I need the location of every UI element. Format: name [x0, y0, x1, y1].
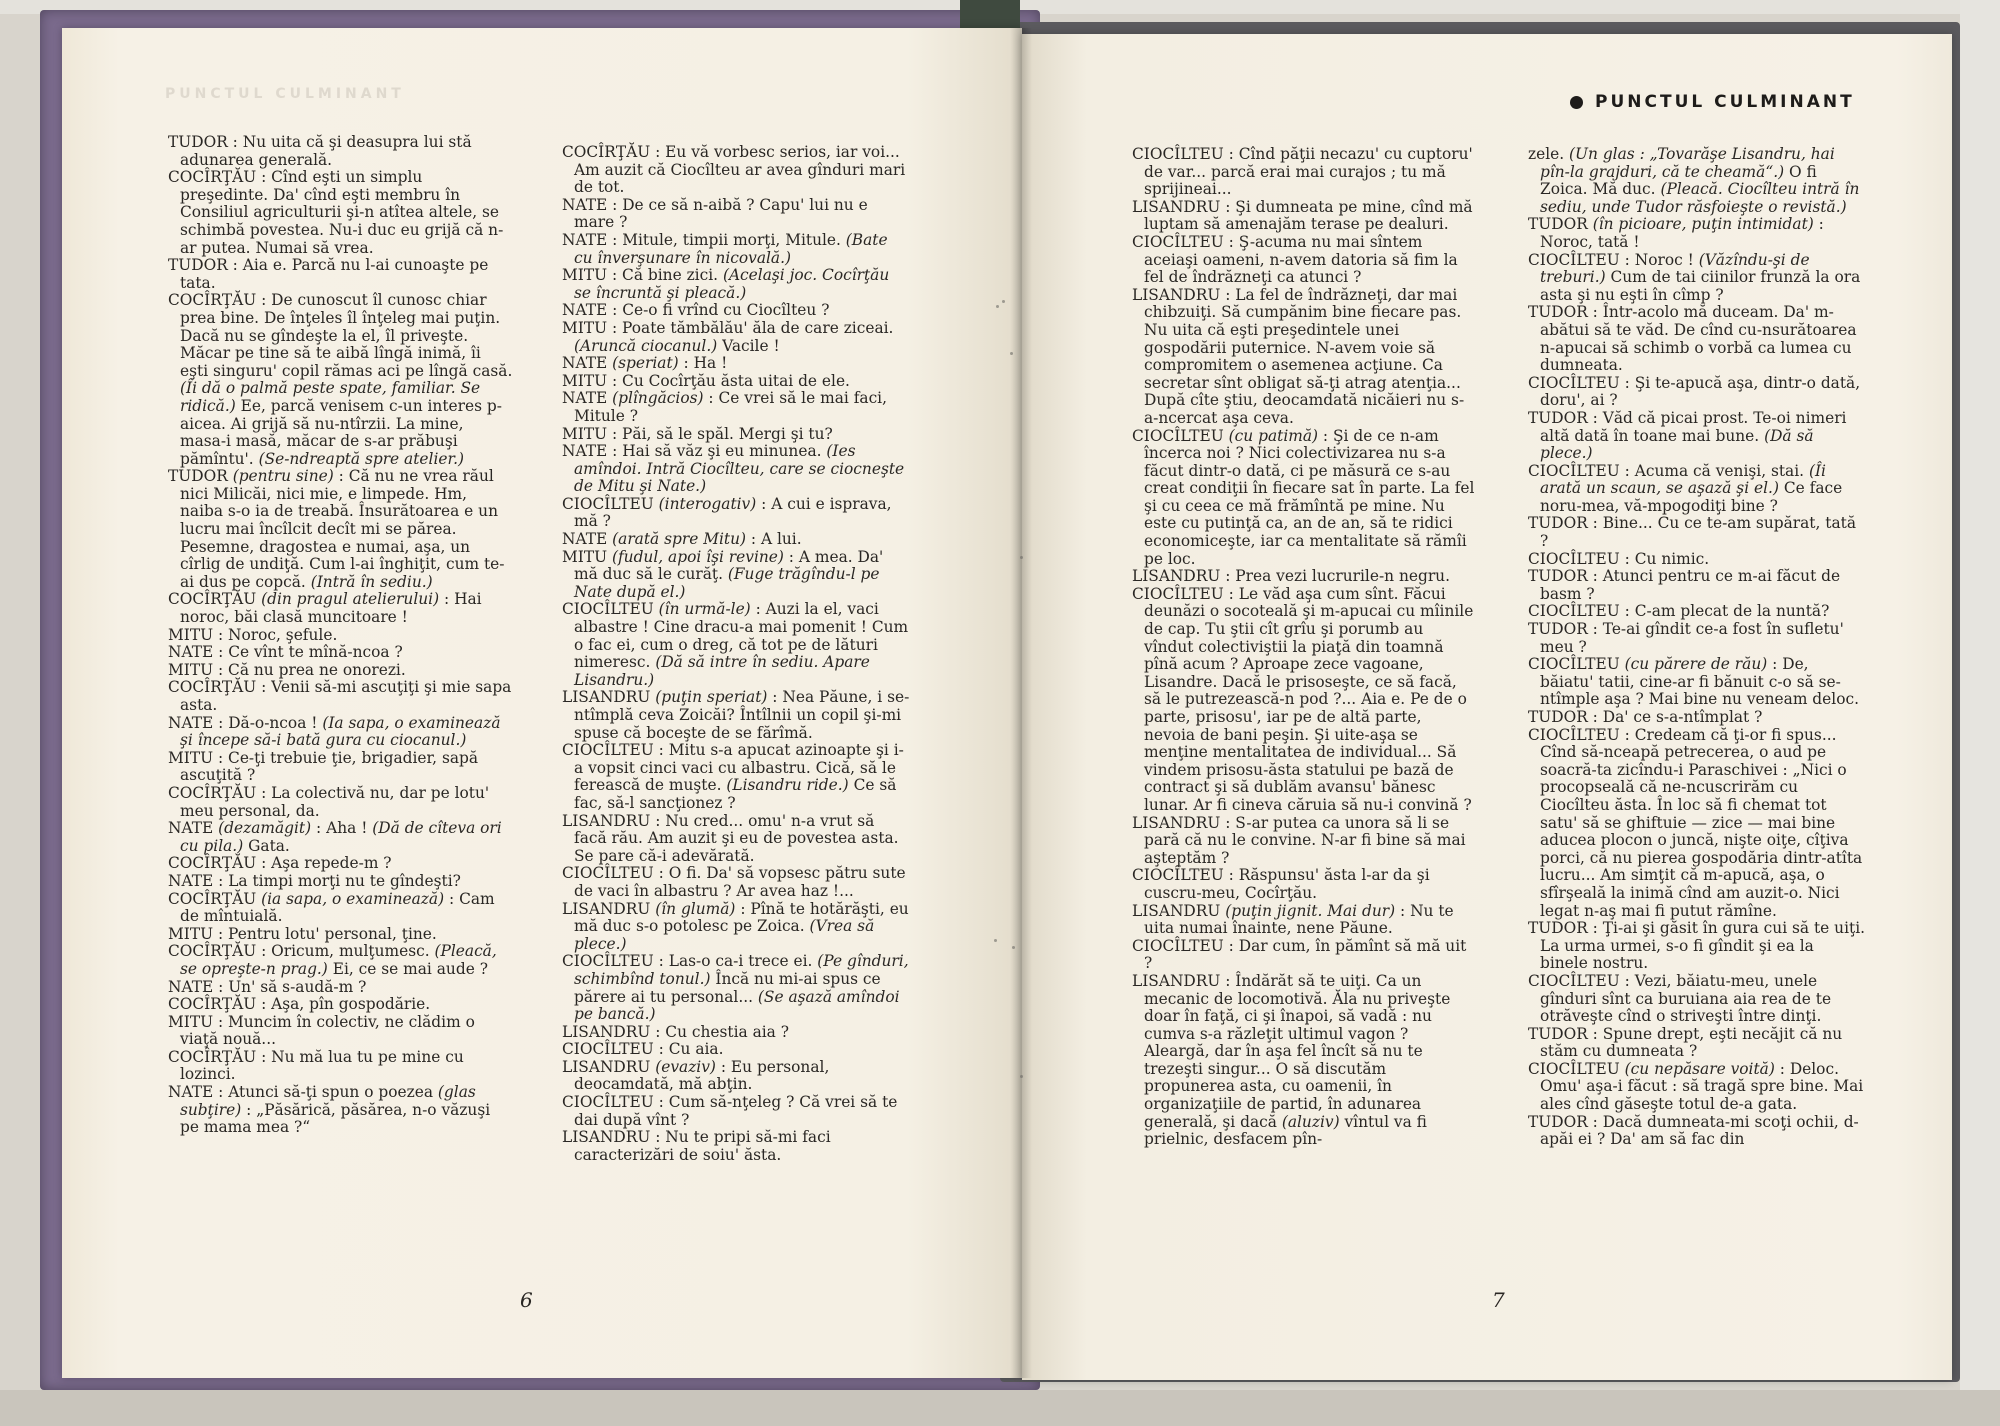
dialogue-paragraph: [168, 662, 513, 680]
dialogue-text: LISANDRU : Cu chestia aia ?: [562, 1022, 790, 1041]
dialogue-paragraph: [168, 943, 513, 978]
running-header: [1570, 92, 1855, 112]
dialogue-text: TUDOR: [168, 467, 233, 486]
stage-direction: (Văzîndu-şi de treburi.): [1540, 250, 1810, 287]
dialogue-text: COCÎRŢĂU: [168, 889, 262, 908]
dialogue-paragraph: [1528, 656, 1866, 709]
dialogue-text: COCÎRŢĂU : Venii să-mi ascuţiţi şi mie sapa asta.: [168, 678, 512, 714]
dialogue-text: MITU: [562, 547, 612, 566]
dialogue-paragraph: [1528, 568, 1866, 603]
dialogue-text: TUDOR : Da' ce s-a-ntîmplat ?: [1528, 708, 1763, 726]
dialogue-text: : Noroc, tată !: [1540, 215, 1824, 251]
dialogue-paragraph: [1528, 252, 1866, 305]
dialogue-text: LISANDRU: [562, 899, 656, 918]
dialogue-text: CIOCÎLTEU : Las-o ca-i trece ei.: [562, 952, 818, 971]
dialogue-text: : Eu personal, deocamdată, mă abţin.: [574, 1057, 830, 1094]
dialogue-text: CIOCÎLTEU : Cu aia.: [562, 1040, 724, 1059]
dialogue-paragraph: [1528, 304, 1866, 374]
dialogue-text: CIOCÎLTEU : C-am plecat de la nuntă?: [1528, 602, 1830, 621]
dialogue-text: LISANDRU : Nu cred... omu' n-a vrut să facă rău. Am auzit şi eu de povestea asta. Se pare că-i adevărată.: [562, 811, 899, 865]
dialogue-paragraph: [1528, 621, 1866, 656]
stage-direction: (glas subţire): [180, 1083, 476, 1119]
stage-direction: (în glumă): [655, 899, 736, 918]
stage-direction: (Pleacă, se opreşte-n prag.): [180, 942, 497, 978]
dialogue-paragraph: [562, 496, 910, 531]
dialogue-paragraph: [562, 1041, 910, 1059]
dialogue-text: O fi Zoica. Mă duc.: [1540, 162, 1817, 199]
dialogue-text: COCÎRŢĂU : Cînd eşti un simplu preşedinte. Da' cînd eşti membru în Consiliul agriculturii şi-n atîtea altele, se schimbă povestea. Nu-i duc eu grijă că n-ar putea. Numai să vrea.: [168, 168, 504, 257]
dialogue-paragraph: [168, 627, 513, 645]
stage-direction: (din pragul atelierului): [261, 590, 440, 609]
dialogue-text: CIOCÎLTEU: [1528, 1059, 1625, 1078]
dialogue-text: : Ce vrei să le mai faci, Mitule ?: [574, 389, 888, 425]
stage-direction: (Îi arată un scaun, se aşază şi el.): [1540, 461, 1826, 498]
dialogue-paragraph: [1528, 410, 1866, 463]
dialogue-text: NATE: [168, 819, 219, 838]
stage-direction: (dezamăgit): [218, 819, 312, 838]
dialogue-text: zele.: [1528, 145, 1570, 163]
stage-direction: (aluziv): [1281, 1112, 1340, 1131]
dialogue-paragraph: [168, 979, 513, 997]
dialogue-text: CIOCÎLTEU : Şi te-apucă aşa, dintr-o dată, doru', ai ?: [1528, 373, 1861, 410]
stage-direction: (Pe gînduri, schimbînd tonul.): [574, 952, 909, 988]
dialogue-text: : Pînă te hotărăşti, eu mă duc s-o potolesc pe Zoica.: [574, 899, 909, 936]
dialogue-paragraph: [562, 390, 910, 425]
running-header-title: PUNCTUL CULMINANT: [1595, 92, 1855, 112]
dialogue-text: TUDOR : Dacă dumneata-mi scoţi ochii, d-apăi ei ? Da' am să fac din: [1528, 1112, 1859, 1149]
desk-background-right: [1960, 0, 2000, 1426]
dialogue-paragraph: [562, 953, 910, 1023]
dialogue-text: LISANDRU : Şi dumneata pe mine, cînd mă luptam să amenajăm terase pe dealuri.: [1132, 197, 1473, 234]
stage-direction: (Se aşază amîndoi pe bancă.): [574, 987, 900, 1024]
stage-direction: (arată spre Mitu): [612, 530, 746, 549]
dialogue-text: TUDOR : Ţi-ai şi găsit în gura cui să te uiţi. La urma urmei, s-o fi gîndit şi ea la binele nostru.: [1528, 919, 1866, 973]
dialogue-paragraph: [1132, 568, 1476, 586]
dialogue-text: CIOCÎLTEU : Cu nimic.: [1528, 549, 1710, 568]
stage-direction: (fudul, apoi îşi revine): [611, 547, 784, 566]
dialogue-paragraph: [1528, 146, 1866, 216]
dialogue-paragraph: [562, 1094, 910, 1129]
stage-direction: (Bate cu înverşunare în nicovală.): [574, 230, 888, 267]
text-column-1: [168, 134, 513, 1137]
dialogue-text: CIOCÎLTEU : Vezi, băiatu-meu, unele gînduri sînt ca buruiana aia rea de te otrăveşte cînd o striveşti între dinţi.: [1528, 971, 1832, 1026]
dialogue-paragraph: [168, 996, 513, 1014]
dialogue-text: NATE : Un' să s-audă-m ?: [168, 977, 367, 996]
dialogue-paragraph: [562, 443, 910, 496]
left-page-ghost-header: PUNCTUL CULMINANT: [165, 86, 405, 102]
dialogue-paragraph: [562, 197, 910, 232]
dialogue-paragraph: [562, 742, 910, 812]
book-gutter: [1010, 28, 1032, 1378]
dialogue-paragraph: [1528, 216, 1866, 251]
dialogue-paragraph: [1132, 199, 1476, 234]
dialogue-paragraph: [562, 531, 910, 549]
dialogue-paragraph: [168, 750, 513, 785]
dialogue-paragraph: [562, 302, 910, 320]
dialogue-paragraph: [562, 144, 910, 197]
dialogue-paragraph: [168, 134, 513, 169]
dialogue-text: MITU : Că bine zici.: [562, 266, 723, 285]
dialogue-paragraph: [168, 855, 513, 873]
stage-direction: (Ies amîndoi. Intră Ciocîlteu, care se ciocneşte de Mitu şi Nate.): [574, 442, 905, 496]
dialogue-text: : Ha !: [678, 354, 728, 373]
dialogue-text: NATE : Ce vînt te mînă-ncoa ?: [168, 643, 403, 662]
dialogue-text: COCÎRŢĂU : Nu mă lua tu pe mine cu lozinci.: [168, 1047, 464, 1084]
dialogue-text: LISANDRU: [1132, 901, 1226, 920]
dialogue-text: TUDOR : Nu uita că şi deasupra lui stă adunarea generală.: [168, 133, 472, 169]
dialogue-text: LISANDRU : La fel de îndrăzneţi, dar mai chibzuiţi. Să cumpănim bine fiecare pas. Nu uita că eşti preşedintele unei gospodării puternice. N-avem voie să compromitem o asemenea acţiune. Ca secretar sînt obligat să-ţi atrag atenţia... După cîte ştiu, deocamdată nicăieri nu s-a-ncercat aşa ceva.: [1132, 285, 1465, 427]
dialogue-text: : Cam de mîntuială.: [180, 889, 495, 926]
dialogue-paragraph: [1528, 1114, 1866, 1149]
dialogue-paragraph: [562, 267, 910, 302]
dialogue-text: MITU : Noroc, şefule.: [168, 625, 338, 644]
dialogue-text: COCÎRŢĂU: [168, 590, 262, 609]
dialogue-text: TUDOR : Te-ai gîndit ce-a fost în sufletu' meu ?: [1528, 620, 1844, 656]
stage-direction: (Dă să intre în sediu. Apare Lisandru.): [574, 653, 870, 689]
dialogue-paragraph: [562, 1024, 910, 1042]
dialogue-paragraph: [562, 689, 910, 742]
dialogue-text: Ce face noru-mea, vă-mpogodiţi bine ?: [1540, 479, 1843, 515]
dialogue-paragraph: [562, 1059, 910, 1094]
stage-direction: (în urmă-le): [658, 600, 751, 619]
dialogue-paragraph: [1528, 973, 1866, 1026]
stage-direction: (puţin jignit. Mai dur): [1225, 901, 1396, 920]
header-bullet-icon: [1570, 96, 1583, 109]
dialogue-text: CIOCÎLTEU : Credeam că ţi-or fi spus... Cînd să-nceapă petrecerea, o aud pe soacră-ta zicîndu-i Paraschivei : „Nici o procopseală că ne-ncuscrirăm cu Ciocîlteu ăsta. În loc să fi chemat tot satu' să se ghiftuie — zice — mai bine aducea plocon o juncă, nişte oiţe, cîţiva porci, că nu pierea gospodăria dintr-atîta lucru... Am simţit că m-apucă, aşa, o sfîrşeală la inimă cînd am auzit-o. Nici legat n-aş mai fi putut rămîne.: [1528, 725, 1863, 920]
dialogue-paragraph: [168, 891, 513, 926]
dialogue-text: TUDOR : Aia e. Parcă nu l-ai cunoaşte pe tata.: [168, 256, 489, 292]
dialogue-paragraph: [562, 232, 910, 267]
dialogue-paragraph: [168, 1014, 513, 1049]
dialogue-paragraph: [562, 549, 910, 602]
stage-direction: (pentru sine): [232, 467, 334, 486]
dialogue-text: : De, băiatu' tatii, cine-ar fi bănuit c-o să se-ntîmple aşa ? Mai bine nu veneam deloc.: [1540, 655, 1859, 709]
dialogue-paragraph: [168, 873, 513, 891]
dialogue-text: COCÎRŢĂU : Eu vă vorbesc serios, iar voi... Am auzit că Ciocîlteu ar avea gînduri mari de tot.: [562, 143, 906, 197]
dialogue-paragraph: [1132, 428, 1476, 569]
dialogue-text: CIOCÎLTEU : Le văd aşa cum sînt. Făcui deunăzi o socoteală şi m-apucai cu mîinile de cap. Tu ştii cît grîu şi porumb au vîndut colectiviştii la piaţă din toamnă pînă acum ? Aproape zece vagoane, Lisandre. Dacă le prisoseşte, ce să facă, să le putrezească-n pod ?... Aia e. Pe de o parte, prisosu', iar pe de altă parte, nevoia de bani peşin. Şi uite-aşa se menţine mentalitatea de individual... Să vindem prisosu-ăsta statului pe bază de contract şi să dublăm avansu' bănesc lunar. Ar fi cineva căruia să nu-i convină ?: [1132, 584, 1474, 814]
page-number-right: 7: [1492, 1288, 1505, 1312]
stage-direction: (Vrea să plece.): [574, 917, 875, 953]
dialogue-text: Ei, ce se mai aude ?: [327, 959, 488, 978]
dialogue-text: NATE : La timpi morţi nu te gîndeşti?: [168, 871, 461, 890]
dialogue-paragraph: [562, 901, 910, 954]
dialogue-text: CIOCÎLTEU : Mitu s-a apucat azinoapte şi i-a vopsit cinci vaci cu albastru. Cică, să le ferească de muşte.: [562, 741, 904, 795]
dialogue-text: Încă nu mi-ai spus ce părere ai tu personal...: [574, 969, 881, 1006]
dialogue-text: CIOCÎLTEU : Ş-acuma nu mai sîntem aceiaşi oameni, n-avem datoria să fim la fel de îndrăzneţi ca atunci ?: [1132, 232, 1458, 287]
dialogue-text: CIOCÎLTEU : O fi. Da' să vopsesc pătru sute de vaci în albastru ? Ar avea haz !...: [562, 864, 906, 900]
dialogue-text: TUDOR : Într-acolo mă duceam. Da' m-abătui să te văd. De cînd cu-nsurătoarea n-apucai să schimb o vorbă ca lumea cu dumneata.: [1528, 303, 1857, 375]
dialogue-text: LISANDRU: [562, 688, 656, 707]
stage-direction: (Dă să plece.): [1540, 426, 1814, 463]
dialogue-paragraph: [1528, 463, 1866, 516]
dialogue-paragraph: [168, 169, 513, 257]
dialogue-paragraph: [1528, 375, 1866, 410]
dialogue-text: : Nea Păune, i se-ntîmplă ceva Zoicăi? Întîlnii un copil şi-mi spuse că boceşte de se fărîmă.: [574, 688, 910, 742]
dialogue-paragraph: [168, 644, 513, 662]
dialogue-text: MITU : Pentru lotu' personal, ţine.: [168, 924, 437, 943]
dialogue-text: NATE: [562, 389, 613, 408]
dialogue-text: TUDOR : Bine... Cu ce te-am supărat, tată ?: [1528, 514, 1856, 551]
dialogue-text: : Hai noroc, băi clasă muncitoare !: [180, 590, 482, 627]
dialogue-paragraph: [1132, 973, 1476, 1149]
dialogue-paragraph: [1528, 1061, 1866, 1114]
dialogue-paragraph: [562, 813, 910, 866]
dialogue-text: Vacile !: [717, 336, 780, 355]
dialogue-text: CIOCÎLTEU : Noroc !: [1528, 250, 1699, 269]
dialogue-text: : A cui e isprava, mă ?: [574, 494, 892, 531]
dialogue-text: LISANDRU: [562, 1057, 656, 1076]
dialogue-text: NATE : Ce-o fi vrînd cu Ciocîlteu ?: [562, 301, 830, 320]
stage-direction: (puţin speriat): [655, 688, 768, 707]
dialogue-text: LISANDRU : Nu te pripi să-mi faci caracterizări de soiu' ăsta.: [562, 1128, 831, 1164]
dialogue-paragraph: [1132, 287, 1476, 428]
dialogue-text: COCÎRŢĂU : De cunoscut îl cunosc chiar prea bine. De înţeles îl înţeleg mai puţin. Dacă nu se gîndeşte la el, îl priveşte. Măcar pe tine să te aibă lîngă inimă, îi eşti singuru' copil rămas aci pe lîngă casă.: [168, 291, 513, 380]
dialogue-paragraph: [168, 1084, 513, 1137]
dialogue-paragraph: [1528, 515, 1866, 550]
stage-direction: (plîngăcios): [612, 389, 704, 408]
dialogue-paragraph: [1528, 551, 1866, 569]
dialogue-text: COCÎRŢĂU : Oricum, mulţumesc.: [168, 942, 435, 961]
dialogue-paragraph: [562, 865, 910, 900]
dialogue-text: CIOCÎLTEU : Cum să-nţeleg ? Că vrei să te dai după vînt ?: [562, 1093, 898, 1129]
dialogue-text: LISANDRU : S-ar putea ca unora să li se pară că nu le convine. N-ar fi bine să mai aşteptăm ?: [1132, 813, 1466, 867]
stage-direction: (speriat): [612, 354, 679, 373]
dialogue-paragraph: [1528, 603, 1866, 621]
dialogue-text: vîntul va fi prielnic, desfacem pîn-: [1144, 1112, 1427, 1149]
stage-direction: (cu patimă): [1228, 426, 1319, 445]
stage-direction: (Un glas : „Tovarăşe Lisandru, hai pîn-la grajduri, că te cheamă“.): [1540, 145, 1835, 181]
dialogue-paragraph: [168, 1049, 513, 1084]
dialogue-text: CIOCÎLTEU : Cînd păţii necazu' cu cuptoru' de var... parcă erai mai curajos ; tu mă sprijineai...: [1132, 145, 1473, 199]
dialogue-text: NATE : Hai să văz şi eu minunea.: [562, 442, 827, 461]
stage-direction: (ia sapa, o examinează): [261, 889, 445, 908]
dialogue-text: CIOCÎLTEU: [562, 494, 659, 513]
dialogue-text: CIOCÎLTEU: [1132, 426, 1229, 445]
dialogue-text: CIOCÎLTEU : Dar cum, în pămînt să mă uit ?: [1132, 936, 1467, 973]
dialogue-paragraph: [168, 715, 513, 750]
dialogue-text: : „Păsărică, păsărea, n-o văzuşi pe mama mea ?“: [180, 1100, 491, 1137]
dialogue-text: Cum de tai ciinilor frunză la ora asta şi nu eşti în cîmp ?: [1540, 268, 1861, 304]
stage-direction: (Dă de cîteva ori cu pila.): [180, 819, 502, 855]
stage-direction: (Aruncă ciocanul.): [574, 336, 718, 355]
dialogue-text: MITU : Poate tămbălău' ăla de care ziceai.: [562, 318, 894, 337]
dialogue-paragraph: [562, 355, 910, 373]
dialogue-text: NATE : Atunci să-ţi spun o poezea: [168, 1083, 438, 1102]
dialogue-paragraph: [562, 320, 910, 355]
dialogue-text: NATE: [562, 530, 613, 549]
stage-direction: (Fuge trăgîndu-l pe Nate după el.): [574, 565, 880, 601]
dialogue-text: CIOCÎLTEU: [562, 600, 659, 619]
dialogue-text: CIOCÎLTEU: [1528, 655, 1625, 674]
stage-direction: (cu părere de rău): [1624, 655, 1768, 674]
dialogue-text: Gata.: [243, 836, 290, 855]
dialogue-text: CIOCÎLTEU : Răspunsu' ăsta l-ar da şi cuscru-meu, Cocîrţău.: [1132, 866, 1430, 902]
dialogue-paragraph: [1132, 234, 1476, 287]
dialogue-paragraph: [1132, 903, 1476, 938]
text-column-2: [562, 144, 910, 1164]
dialogue-paragraph: [562, 373, 910, 391]
dialogue-paragraph: [1528, 709, 1866, 727]
dialogue-paragraph: [168, 820, 513, 855]
dialogue-paragraph: [1132, 146, 1476, 199]
dialogue-paragraph: [1132, 815, 1476, 868]
dialogue-paragraph: [168, 468, 513, 591]
stage-direction: (evaziv): [655, 1057, 716, 1076]
dialogue-text: TUDOR : Atunci pentru ce m-ai făcut de basm ?: [1528, 567, 1841, 603]
dialogue-paragraph: [1528, 1026, 1866, 1061]
page-number-left: 6: [520, 1288, 533, 1312]
dialogue-text: NATE : Dă-o-ncoa !: [168, 713, 323, 732]
dialogue-text: : Aha !: [311, 819, 373, 838]
dialogue-text: CIOCÎLTEU : Acuma că venişi, stai.: [1528, 461, 1809, 480]
dialogue-paragraph: [1132, 938, 1476, 973]
stage-direction: (în picioare, puţin intimidat): [1592, 215, 1814, 234]
stage-direction: (Lisandru ride.): [726, 776, 849, 795]
dialogue-text: : Nu te uita numai înainte, nene Păune.: [1144, 901, 1454, 938]
text-column-3: [1132, 146, 1476, 1149]
dialogue-paragraph: [1528, 920, 1866, 973]
desk-background-bottom: [0, 1390, 2000, 1426]
dialogue-text: : A mea. Da' mă duc să le curăţ.: [574, 547, 884, 584]
stage-direction: (Ia sapa, o examinează şi începe să-i bată gura cu ciocanul.): [180, 713, 501, 750]
dialogue-text: COCÎRŢĂU : La colectivă nu, dar pe lotu' meu personal, da.: [168, 783, 490, 820]
dialogue-paragraph: [562, 601, 910, 689]
dialogue-paragraph: [1132, 867, 1476, 902]
dialogue-paragraph: [562, 1129, 910, 1164]
dialogue-text: : Auzi la el, vaci albastre ! Cine dracu-a mai pomenit ! Cum o fac ei, cum o dreg, că tot pe de lături nimeresc.: [574, 600, 909, 672]
stage-direction: (Pleacă. Ciocîlteu intră în sediu, unde Tudor răsfoieşte o revistă.): [1540, 180, 1860, 216]
dialogue-text: COCÎRŢĂU : Aşa, pîn gospodărie.: [168, 995, 431, 1014]
dialogue-text: : Că nu ne vrea răul nici Milicăi, nici mie, e limpede. Hm, naiba s-o ia de treabă. Însurătoarea e un lucru mai încîlcit decît mi se părea. Pesemne, dragostea e numai, aşa, un cîrlig de undiţă. Cum l-ai înghiţit, cum te-ai dus pe copcă.: [180, 467, 505, 591]
dialogue-paragraph: [168, 785, 513, 820]
dialogue-paragraph: [168, 926, 513, 944]
stage-direction: (Îi dă o palmă peste spate, familiar. Se ridică.): [180, 379, 481, 415]
text-column-4: [1528, 146, 1866, 1149]
dialogue-text: TUDOR : Văd că picai prost. Te-oi nimeri altă dată în toane mai bune.: [1528, 408, 1847, 445]
dialogue-text: : A lui.: [746, 530, 802, 549]
dialogue-text: NATE : De ce să n-aibă ? Capu' lui nu e mare ?: [562, 195, 868, 232]
dialogue-text: : Şi de ce n-am încerca noi ? Nici colectivizarea nu s-a făcut dintr-o dată, ci pe măsură ce s-au creat condiţii în fiecare sat în parte. La fel şi cu ceea ce mă frămîntă pe mine. Nu este cu putinţă ca, an de an, să te ridici economiceşte, iar ca mentalitate să rămîi pe loc.: [1144, 426, 1475, 568]
dialogue-text: LISANDRU : Îndărăt să te uiţi. Ca un mecanic de locomotivă. Ăla nu priveşte doar în faţă, ci şi înapoi, să vadă : nu cumva s-a răzleţit ultimul vagon ? Aleargă, dar în aşa fel încît să nu te trezeşti singur... O să discutăm propunerea asta, cu oamenii, în organizaţiile de partid, în adunarea generală, şi dacă: [1132, 971, 1451, 1131]
dialogue-text: MITU : Muncim în colectiv, ne clădim o viaţă nouă...: [168, 1012, 475, 1049]
stage-direction: (Acelaşi joc. Cocîrţău se încruntă şi pleacă.): [574, 266, 890, 302]
dialogue-paragraph: [168, 679, 513, 714]
dialogue-paragraph: [1132, 586, 1476, 815]
dialogue-text: MITU : Cu Cocîrţău ăsta uitai de ele.: [562, 371, 850, 390]
stage-direction: (cu nepăsare voită): [1624, 1059, 1775, 1078]
stage-direction: (interogativ): [658, 494, 757, 513]
dialogue-text: COCÎRŢĂU : Aşa repede-m ?: [168, 854, 392, 873]
dialogue-text: TUDOR : Spune drept, eşti necăjit că nu stăm cu dumneata ?: [1528, 1024, 1843, 1061]
dialogue-text: NATE: [562, 354, 613, 373]
dialogue-text: Ee, parcă venisem c-un interes p-aicea. Ai grijă să nu-ntîrzii. La mine, masa-i masă, măcar de s-ar prăbuşi pămîntu'.: [180, 396, 502, 468]
dialogue-text: Ce să fac, să-l sancţionez ?: [574, 776, 897, 812]
dialogue-paragraph: [168, 292, 513, 468]
dialogue-paragraph: [562, 426, 910, 444]
dialogue-text: MITU : Păi, să le spăl. Mergi şi tu?: [562, 424, 833, 443]
dialogue-text: TUDOR: [1528, 215, 1593, 234]
dialogue-text: NATE : Mitule, timpii morţi, Mitule.: [562, 230, 846, 249]
dialogue-paragraph: [168, 591, 513, 626]
dialogue-paragraph: [1528, 727, 1866, 921]
dialogue-text: LISANDRU : Prea vezi lucrurile-n negru.: [1132, 567, 1450, 586]
dialogue-text: : Deloc. Omu' aşa-i făcut : să tragă spre bine. Mai ales cînd găseşte totul de-a gata.: [1540, 1059, 1864, 1114]
dialogue-text: MITU : Ce-ţi trebuie ţie, brigadier, sapă ascuţită ?: [168, 748, 479, 785]
stage-direction: (Se-ndreaptă spre atelier.): [258, 449, 465, 468]
dialogue-text: MITU : Că nu prea ne onorezi.: [168, 660, 406, 679]
dialogue-paragraph: [168, 257, 513, 292]
stage-direction: (Intră în sediu.): [310, 572, 433, 591]
